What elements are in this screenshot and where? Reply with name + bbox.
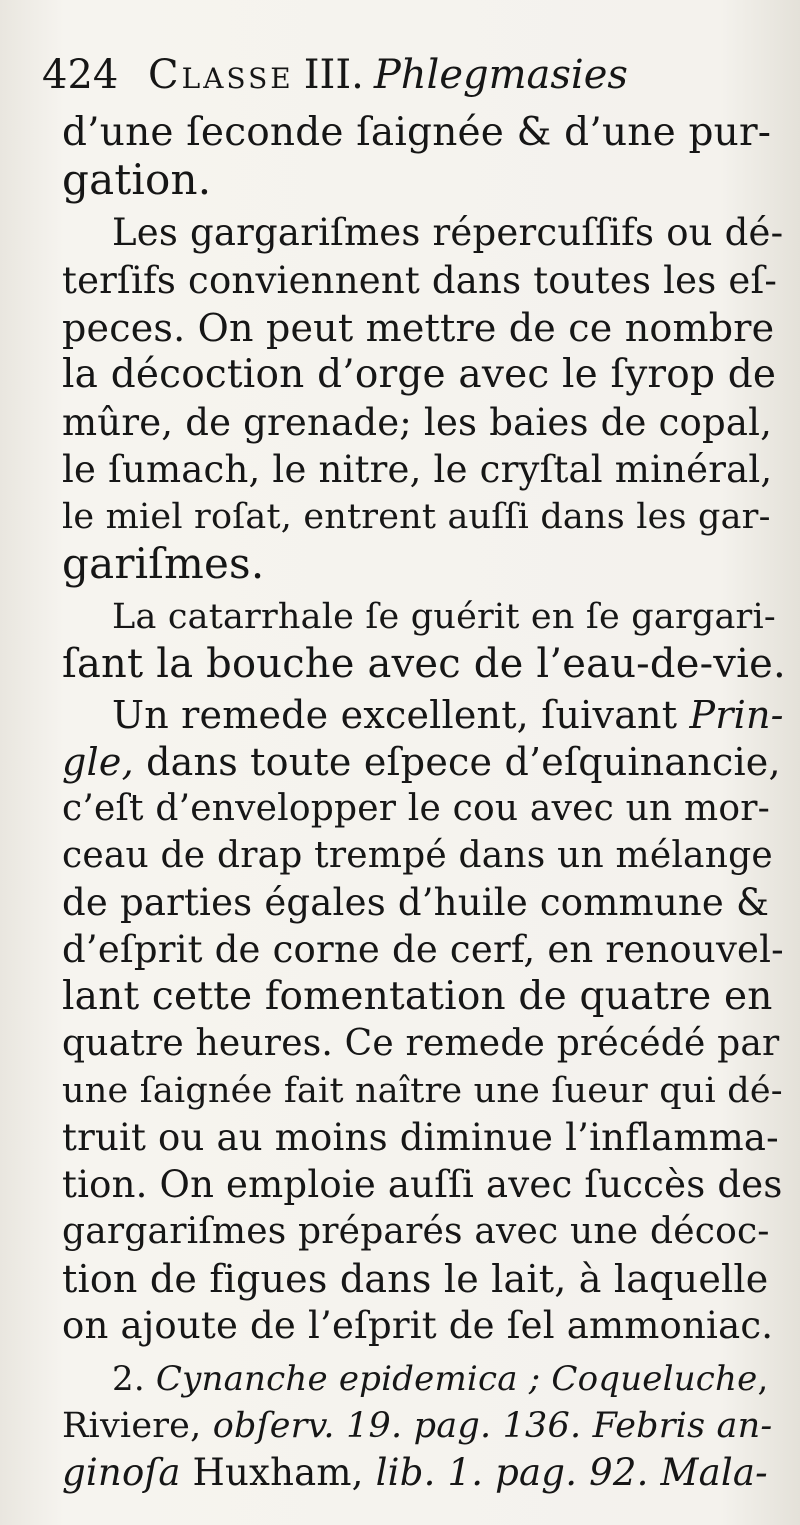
text-line — [62, 737, 781, 787]
text-line: ſant la bouche avec de l’eau-de-vie. — [62, 641, 786, 687]
header-roman: III. — [303, 52, 364, 98]
text-line: quatre heures. Ce remede précédé par — [62, 1023, 780, 1064]
text-line: une ſaignée fait naître une ſueur qui dé- — [62, 1071, 783, 1111]
text-line: truit ou au moins diminue l’inflamma- — [62, 1116, 779, 1159]
text-line: le miel roſat, entrent auſſi dans les gar- — [62, 497, 771, 537]
citation: lib. 1. pag. 92. Mala- — [375, 1451, 768, 1494]
text-line: la décoction d’orge avec le ſyrop de — [62, 352, 777, 397]
text-line: gation. — [62, 155, 212, 204]
text-line — [112, 1354, 768, 1404]
text-line: peces. On peut mettre de ce nombre — [62, 306, 775, 350]
list-number: 2. — [112, 1359, 145, 1399]
text-line: d’une ſeconde ſaignée & d’une pur- — [62, 110, 772, 155]
text-line: de parties égales d’huile commune & — [62, 881, 770, 924]
text-line: gargariſmes préparés avec une décoc- — [62, 1211, 770, 1252]
text-line: mûre, de grenade; les baies de copal, — [62, 401, 773, 444]
header-title: Phlegmasies — [373, 52, 628, 98]
citation: obſerv. 19. pag. 136. Febris an- — [212, 1406, 773, 1446]
citation: ginoſa — [62, 1451, 181, 1494]
text-line: tion. On emploie auſſi avec ſuccès des — [62, 1163, 783, 1206]
text-span: Un remede excellent, ſuivant — [112, 693, 678, 737]
text-line: c’eſt d’envelopper le cou avec un mor- — [62, 788, 771, 829]
text-line — [62, 1448, 768, 1498]
text-span: dans toute eſpece d’eſquinancie, — [146, 740, 781, 784]
running-header — [148, 52, 628, 98]
author-name: Huxham, — [192, 1451, 364, 1494]
text-line: lant cette fomentation de quatre en — [62, 974, 773, 1019]
text-line: ceau de drap trempé dans un mélange — [62, 835, 773, 876]
header-classe: Classe — [148, 52, 294, 98]
text-line: La catarrhale ſe guérit en ſe gargari- — [112, 597, 776, 637]
author-name: Riviere, — [62, 1406, 202, 1446]
author-name: Prin- — [689, 693, 784, 737]
text-line: d’eſprit de corne de cerf, en renouvel- — [62, 928, 784, 971]
disease-name: Cynanche epidemica ; Coqueluche — [155, 1359, 758, 1399]
text-line: Les gargariſmes répercuſſifs ou dé- — [112, 211, 784, 254]
text-span: , — [757, 1359, 769, 1399]
author-name: gle, — [62, 740, 134, 784]
text-line: le ſumach, le nitre, le cryſtal minéral, — [62, 448, 773, 491]
text-line: terſifs conviennent dans toutes les eſ- — [62, 259, 778, 302]
text-line: on ajoute de l’eſprit de ſel ammoniac. — [62, 1304, 774, 1347]
text-line — [62, 1401, 772, 1451]
text-line: gariſmes. — [62, 539, 265, 588]
text-line — [112, 690, 784, 740]
page-number: 424 — [42, 52, 119, 98]
text-line: tion de figues dans le lait, à laquelle — [62, 1257, 769, 1301]
